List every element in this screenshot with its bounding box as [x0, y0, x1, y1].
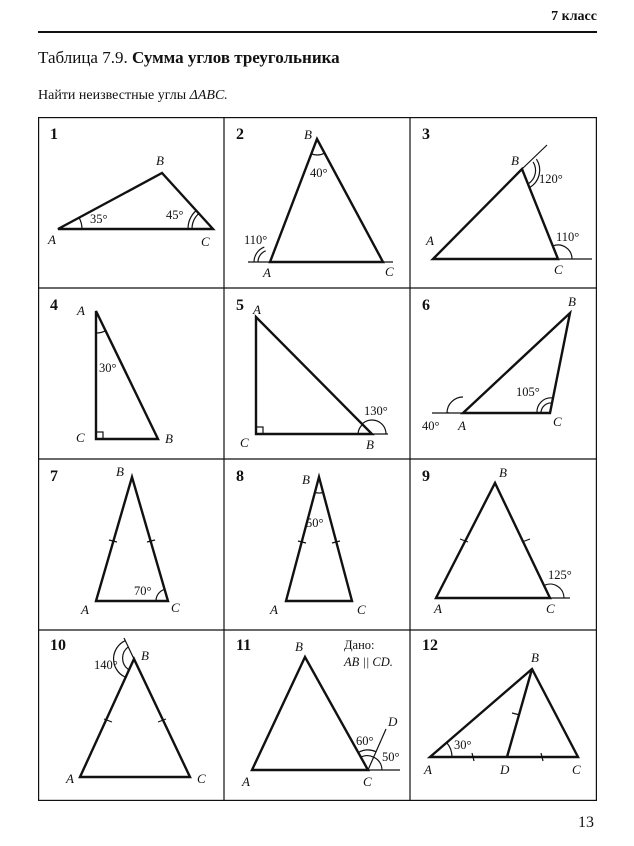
problem-2	[236, 126, 394, 280]
vertex-c: C	[572, 762, 581, 777]
angle-a-value: 30°	[454, 738, 472, 752]
exterior-angle-c-value: 125°	[548, 568, 572, 582]
angle-a-value: 35°	[90, 212, 108, 226]
vertex-b: B	[366, 437, 374, 452]
exterior-angle-b-value: 120°	[539, 172, 563, 186]
problem-10	[50, 637, 206, 786]
vertex-c: C	[357, 602, 366, 617]
vertex-b: B	[116, 464, 124, 479]
problem-number: 3	[422, 126, 430, 143]
exterior-angle-b-value: 140°	[94, 658, 118, 672]
angle-c-value: 105°	[516, 385, 540, 399]
problem-8	[236, 468, 366, 617]
angle-c-value: 70°	[134, 584, 152, 598]
triangle-2	[248, 139, 393, 262]
vertex-c: C	[201, 234, 210, 249]
vertex-c: C	[554, 262, 563, 277]
vertex-b: B	[302, 472, 310, 487]
triangle-7	[96, 477, 168, 601]
triangle-8	[286, 477, 352, 601]
vertex-a: A	[81, 602, 89, 617]
vertex-c: C	[171, 600, 180, 615]
table-title-prefix: Таблица 7.9.	[38, 48, 128, 67]
vertex-b: B	[156, 153, 164, 168]
header-rule	[38, 31, 597, 33]
vertex-a: A	[77, 303, 85, 318]
vertex-a: A	[66, 771, 74, 786]
problem-9	[422, 465, 572, 616]
angle-b-value: 50°	[306, 516, 324, 530]
vertex-c: C	[197, 771, 206, 786]
problem-4	[50, 297, 173, 446]
angle-bcd-value: 60°	[356, 734, 374, 748]
triangle-11	[252, 657, 400, 770]
problem-number: 6	[422, 297, 430, 314]
vertex-c: C	[76, 430, 85, 445]
table-title	[38, 48, 340, 68]
point-d: D	[500, 762, 510, 777]
vertex-a: A	[458, 418, 466, 433]
problem-3	[422, 126, 592, 277]
problem-number: 4	[50, 297, 58, 314]
triangle-1	[58, 173, 213, 229]
task-triangle: ΔABC.	[189, 88, 228, 103]
problems-table	[38, 117, 597, 801]
angle-c-value: 45°	[166, 208, 184, 222]
vertex-c: C	[553, 414, 562, 429]
angle-b-value: 40°	[310, 166, 328, 180]
vertex-a: A	[253, 302, 261, 317]
triangle-6	[432, 313, 570, 413]
triangle-4	[96, 311, 158, 439]
table-grid-lines	[38, 117, 597, 801]
vertex-a: A	[263, 265, 271, 280]
page-number: 13	[578, 814, 594, 831]
vertex-b: B	[568, 294, 576, 309]
problem-1	[47, 126, 213, 249]
problem-number: 7	[50, 468, 58, 485]
problem-5	[236, 297, 388, 452]
vertex-b: B	[511, 153, 519, 168]
angle-dce-value: 50°	[382, 750, 400, 764]
problem-number: 10	[50, 637, 66, 654]
problem-12	[422, 637, 581, 777]
vertex-a: A	[242, 774, 250, 789]
vertex-b: B	[304, 127, 312, 142]
vertex-b: B	[165, 431, 173, 446]
exterior-angle-b-value: 130°	[364, 404, 388, 418]
vertex-a: A	[48, 232, 56, 247]
problem-11	[236, 637, 400, 789]
vertex-c: C	[240, 435, 249, 450]
vertex-c: C	[546, 601, 555, 616]
given-statement: AB || CD.	[344, 655, 393, 669]
problem-number: 8	[236, 468, 244, 485]
problem-number: 9	[422, 468, 430, 485]
task-text	[38, 88, 228, 104]
triangle-12	[430, 669, 578, 761]
exterior-angle-a-value: 40°	[422, 419, 440, 433]
problem-number: 11	[236, 637, 252, 654]
grade-label: 7 класс	[551, 9, 597, 24]
vertex-b: B	[531, 650, 539, 665]
exterior-angle-c-value: 110°	[556, 230, 580, 244]
vertex-a: A	[426, 233, 434, 248]
given-label: Дано:	[344, 638, 375, 652]
angle-a-value: 30°	[99, 361, 117, 375]
problem-6	[422, 294, 576, 433]
table-title-main: Сумма углов треугольника	[131, 48, 340, 67]
exterior-angle-a-value: 110°	[244, 233, 268, 247]
problem-number: 2	[236, 126, 244, 143]
vertex-a: A	[434, 601, 442, 616]
problem-number: 12	[422, 637, 438, 654]
problem-7	[50, 464, 180, 617]
point-d: D	[388, 714, 398, 729]
vertex-c: C	[363, 774, 372, 789]
vertex-c: C	[385, 264, 394, 279]
vertex-b: B	[295, 639, 303, 654]
vertex-a: A	[424, 762, 432, 777]
problem-number: 1	[50, 126, 58, 143]
vertex-b: B	[499, 465, 507, 480]
vertex-a: A	[270, 602, 278, 617]
task-instruction: Найти неизвестные углы	[38, 88, 190, 103]
vertex-b: B	[141, 648, 149, 663]
problem-number: 5	[236, 297, 244, 314]
